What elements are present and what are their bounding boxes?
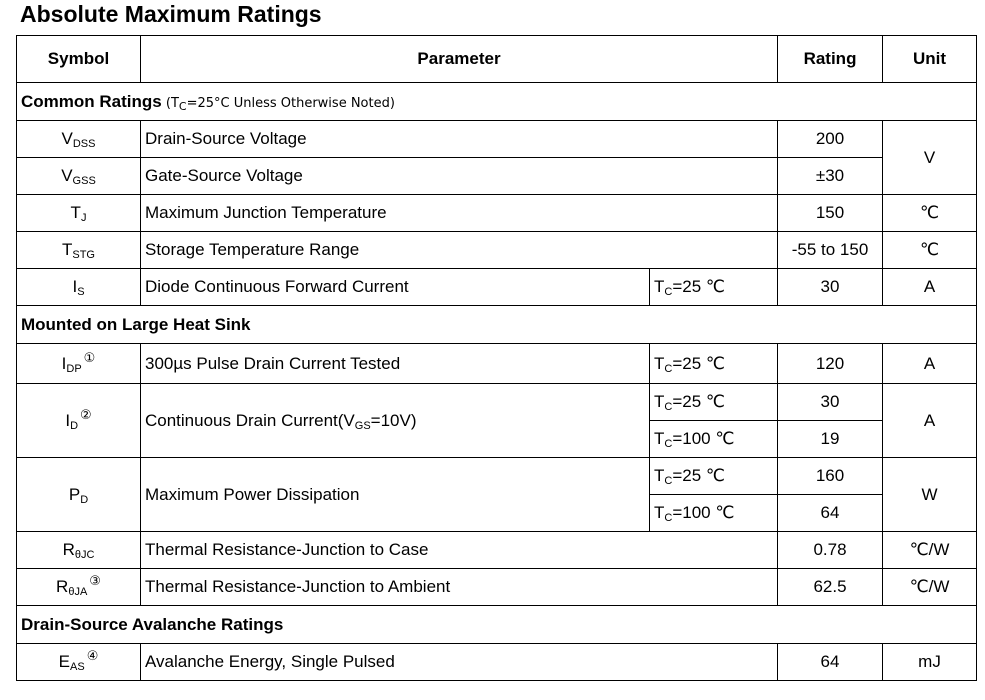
- section-title: Drain-Source Avalanche Ratings: [17, 606, 977, 644]
- symbol-cell: $I_{DP}^①$: [17, 344, 141, 384]
- rating-cell: -55 to 150: [778, 232, 883, 269]
- unit-cell: A: [883, 269, 977, 306]
- table-row-rjc: [17, 532, 977, 569]
- parameter-cell: Storage Temperature Range: [141, 232, 778, 269]
- symbol-cell: $V_{DSS}$: [17, 121, 141, 158]
- parameter-cell: Maximum Power Dissipation: [141, 458, 650, 532]
- section-title: Common Ratings ($T_C=25^\circ C$ Unless Otherwise Noted): [17, 83, 977, 121]
- condition-cell: $T_C=25$ ℃: [650, 269, 778, 306]
- symbol-cell: $E_{AS}^④$: [17, 644, 141, 681]
- parameter-cell: Continuous Drain $Current(V_{GS}=10V)$: [141, 384, 650, 458]
- condition-cell: $T_C=100$ ℃: [650, 421, 778, 458]
- table-row-vgss: [17, 158, 977, 195]
- rating-cell: 64: [778, 644, 883, 681]
- section-title: Mounted on Large Heat Sink: [17, 306, 977, 344]
- section-row-heat-sink: [17, 306, 977, 344]
- table-row-vdss: [17, 121, 977, 158]
- rating-cell: 30: [778, 269, 883, 306]
- section-row-avalanche: [17, 606, 977, 644]
- symbol-cell: $V_{GSS}$: [17, 158, 141, 195]
- parameter-cell: Gate-Source Voltage: [141, 158, 778, 195]
- header-symbol: Symbol: [17, 36, 141, 83]
- rating-cell: 19: [778, 421, 883, 458]
- condition-cell: $T_C=25$ ℃: [650, 458, 778, 495]
- unit-cell: ℃: [883, 195, 977, 232]
- unit-cell: A: [883, 384, 977, 458]
- header-unit: Unit: [883, 36, 977, 83]
- header-rating: Rating: [778, 36, 883, 83]
- rating-cell: 120: [778, 344, 883, 384]
- condition-cell: $T_C=25$ ℃: [650, 344, 778, 384]
- footnote-marker: ④: [86, 648, 99, 663]
- rating-cell: 150: [778, 195, 883, 232]
- unit-cell: W: [883, 458, 977, 532]
- rating-cell: ±30: [778, 158, 883, 195]
- parameter-cell: Diode Continuous Forward Current: [141, 269, 650, 306]
- footnote-marker: ①: [83, 349, 96, 365]
- unit-cell: A: [883, 344, 977, 384]
- parameter-cell: Thermal Resistance-Junction to Ambient: [141, 569, 778, 606]
- unit-cell: ℃/W: [883, 569, 977, 606]
- symbol-cell: $T_J$: [17, 195, 141, 232]
- footnote-marker: ②: [80, 406, 92, 422]
- parameter-cell: Thermal Resistance-Junction to Case: [141, 532, 778, 569]
- absolute-maximum-ratings-table: [16, 35, 977, 681]
- table-row-is: [17, 269, 977, 306]
- table-row-rja: [17, 569, 977, 606]
- table-row-id-25c: [17, 384, 977, 421]
- table-row-pd-25c: [17, 458, 977, 495]
- header-parameter: Parameter: [141, 36, 778, 83]
- table-header-row: [17, 36, 977, 83]
- symbol-cell: $R_{\theta JA}^③$: [17, 569, 141, 606]
- symbol-cell: $R_{\theta JC}$: [17, 532, 141, 569]
- symbol-cell: $I_D^②$: [17, 384, 141, 458]
- page-title: Absolute Maximum Ratings: [20, 1, 322, 27]
- unit-cell: ℃: [883, 232, 977, 269]
- parameter-cell: 300µs Pulse Drain Current Tested: [141, 344, 650, 384]
- table-row-eas: [17, 644, 977, 681]
- rating-cell: 64: [778, 495, 883, 532]
- rating-cell: 160: [778, 458, 883, 495]
- table-row-tj: [17, 195, 977, 232]
- condition-cell: $T_C=100$ ℃: [650, 495, 778, 532]
- footnote-marker: ③: [89, 573, 101, 588]
- symbol-cell: $P_D$: [17, 458, 141, 532]
- rating-cell: 0.78: [778, 532, 883, 569]
- parameter-cell: Drain-Source Voltage: [141, 121, 778, 158]
- unit-cell: V: [883, 121, 977, 195]
- table-row-idp: [17, 344, 977, 384]
- parameter-cell: Maximum Junction Temperature: [141, 195, 778, 232]
- condition-cell: $T_C=25$ ℃: [650, 384, 778, 421]
- symbol-cell: $T_{STG}$: [17, 232, 141, 269]
- rating-cell: 200: [778, 121, 883, 158]
- rating-cell: 30: [778, 384, 883, 421]
- unit-cell: mJ: [883, 644, 977, 681]
- section-row-common-ratings: [17, 83, 977, 121]
- section-note: ($T_C=25^\circ C$ Unless Otherwise Noted): [161, 95, 395, 113]
- parameter-cell: Avalanche Energy, Single Pulsed: [141, 644, 778, 681]
- table-row-tstg: [17, 232, 977, 269]
- rating-cell: 62.5: [778, 569, 883, 606]
- unit-cell: ℃/W: [883, 532, 977, 569]
- symbol-cell: $I_S$: [17, 269, 141, 306]
